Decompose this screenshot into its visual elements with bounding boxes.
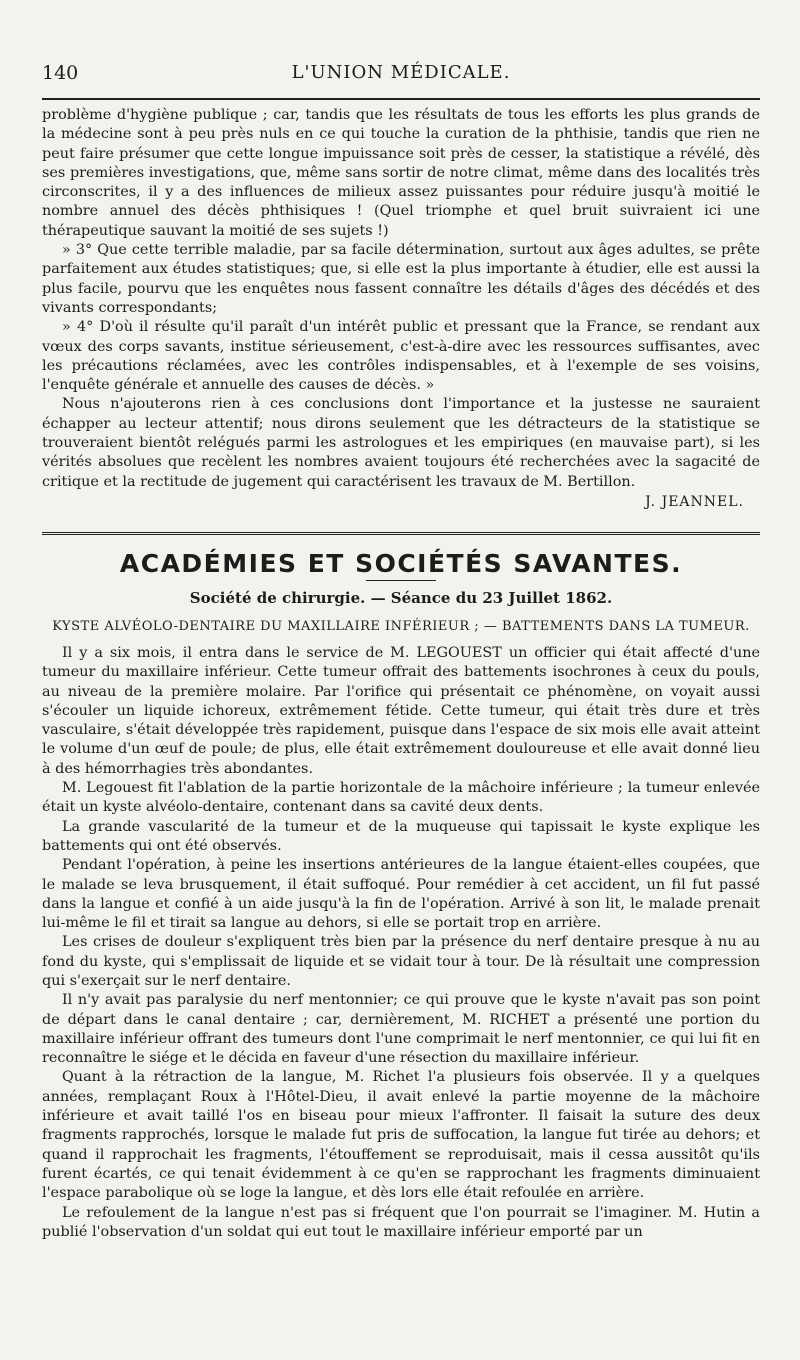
case-heading: KYSTE ALVÉOLO-DENTAIRE DU MAXILLAIRE INFÉRIEUR ; — BATTEMENTS DANS LA TUMEUR. [52, 618, 750, 634]
paragraph: Il y a six mois, il entra dans le service de M. LEGOUEST un officier qui était affecté d'une tumeur du maxillaire inférieur. Cette tumeur offrait des battements isochrones à ceux du pouls, au niveau de la première molaire. Par l'orifice qui présentait ce phénomène, on voyait aussi s'écouler un liquide ichoreux, extrêmement fétide. Cette tumeur, qui était très dure et très vasculaire, s'était développée très rapidement, puisque dans l'espace de six mois elle avait atteint le volume d'un œuf de poule; de plus, elle était extrêmement douloureuse et elle avait donné lieu à des hémorrhagies très abondantes. [42, 644, 760, 777]
paragraph: La grande vascularité de la tumeur et de la muqueuse qui tapissait le kyste explique les battements qui ont été observés. [42, 818, 760, 854]
journal-title: L'UNION MÉDICALE. [291, 62, 511, 83]
paragraph: M. Legouest fit l'ablation de la partie horizontale de la mâchoire inférieure ; la tumeur enlevée était un kyste alvéolo-dentaire, contenant dans sa cavité deux dents. [42, 780, 760, 816]
session-heading: Société de chirurgie. — Séance du 23 Juillet 1862. [189, 588, 613, 607]
section-title: ACADÉMIES ET SOCIÉTÉS SAVANTES. [119, 548, 683, 578]
article-conclusion [42, 106, 760, 510]
paragraph: » 3° Que cette terrible maladie, par sa facile détermination, surtout aux âges adultes, se prête parfaitement aux études statistiques; que, si elle est la plus importante à étudier, elle est aussi la plus facile, pourvu que les enquêtes nous fassent connaître les détails d'âges des décédés et des vivants correspondants; [42, 242, 760, 316]
article-body [42, 644, 760, 1242]
page-number: 140 [42, 62, 79, 84]
paragraph: Nous n'ajouterons rien à ces conclusions dont l'importance et la justesse ne sauraient échapper au lecteur attentif; nous dirons seulement que les détracteurs de la statistique se trouveraient bientôt relégués parmi les astrologues et les empiriques (en mauvaise part), si les vérités absolues que recèlent les nombres avaient toujours été recherchées avec la sagacité de critique et la rectitude de jugement qui caractérisent les travaux de M. Bertillon. [42, 396, 760, 490]
paragraph: » 4° D'où il résulte qu'il paraît d'un intérêt public et pressant que la France, se rendant aux vœux des corps savants, institue sérieusement, c'est-à-dire avec les ressources suffisantes, avec les précautions réclamées, avec les contrôles indispensables, et à l'exemple de ses voisins, l'enquête générale et annuelle des causes de décès. » [42, 319, 760, 394]
section-divider [42, 532, 760, 535]
paragraph: Pendant l'opération, à peine les insertions antérieures de la langue étaient-elles coupées, que le malade se leva brusquement, il était suffoqué. Pour remédier à cet accident, un fil fut passé dans la langue et confié à un aide jusqu'à la fin de l'opération. Arrivé à son lit, le malade prenait lui-même le fil et tirait sa langue au dehors, si elle se portait trop en arrière. [42, 857, 760, 932]
header-rule [42, 98, 760, 100]
author-signature: J. JEANNEL. [645, 493, 744, 510]
paragraph: Le refoulement de la langue n'est pas si fréquent que l'on pourrait se l'imaginer. M. Hutin a publié l'observation d'un soldat qui eut tout le maxillaire inférieur emporté par un [42, 1204, 760, 1240]
paragraph: problème d'hygiène publique ; car, tandis que les résultats de tous les efforts les plus grands de la médecine sont à peu près nuls en ce qui touche la curation de la phthisie, tandis que rien ne peut faire présumer que cette longue impuissance soit près de cesser, la statistique a révélé, dès ses premières investigations, que, même sans sortir de notre climat, même dans des localités très circonscrites, il y a des influences de milieux assez puissantes pour réduire jusqu'à moitié le nombre annuel des décès phthisiques ! (Quel triomphe et quel bruit suivraient ici une thérapeutique sauvant la moitié de ses sujets !) [42, 107, 760, 239]
paragraph: Il n'y avait pas paralysie du nerf mentonnier; ce qui prouve que le kyste n'avait pas son point de départ dans le canal dentaire ; car, dernièrement, M. RICHET a présenté une portion du maxillaire inférieur offrant des tumeurs dont l'une comprimait le nerf mentonnier, ce qui lui fit en reconnaître le siége et le décida en faveur d'une résection du maxillaire inférieur. [42, 992, 760, 1067]
running-header [42, 62, 760, 92]
title-underline [366, 580, 436, 581]
paragraph: Quant à la rétraction de la langue, M. Richet l'a plusieurs fois observée. Il y a quelques années, remplaçant Roux à l'Hôtel-Dieu, il avait enlevé la partie moyenne de la mâchoire inférieure et avait taillé l'os en biseau pour mieux l'affronter. Il faisait la suture des deux fragments rapprochés, lorsque le malade fut pris de suffocation, la langue fut tirée au dehors; et quand il rapprochait les fragments, l'étouffement se reproduisait, mais il cessa aussitôt qu'ils furent écartés, ce qui tenait évidemment à ce qu'en se rapprochant les fragments diminuaient l'espace parabolique où se loge la langue, et dès lors elle était refoulée en arrière. [42, 1069, 760, 1202]
paragraph: Les crises de douleur s'expliquent très bien par la présence du nerf dentaire presque à nu au fond du kyste, qui s'emplissait de liquide et se vidait tour à tour. De là résultait une compression qui s'exerçait sur le nerf dentaire. [42, 934, 760, 989]
